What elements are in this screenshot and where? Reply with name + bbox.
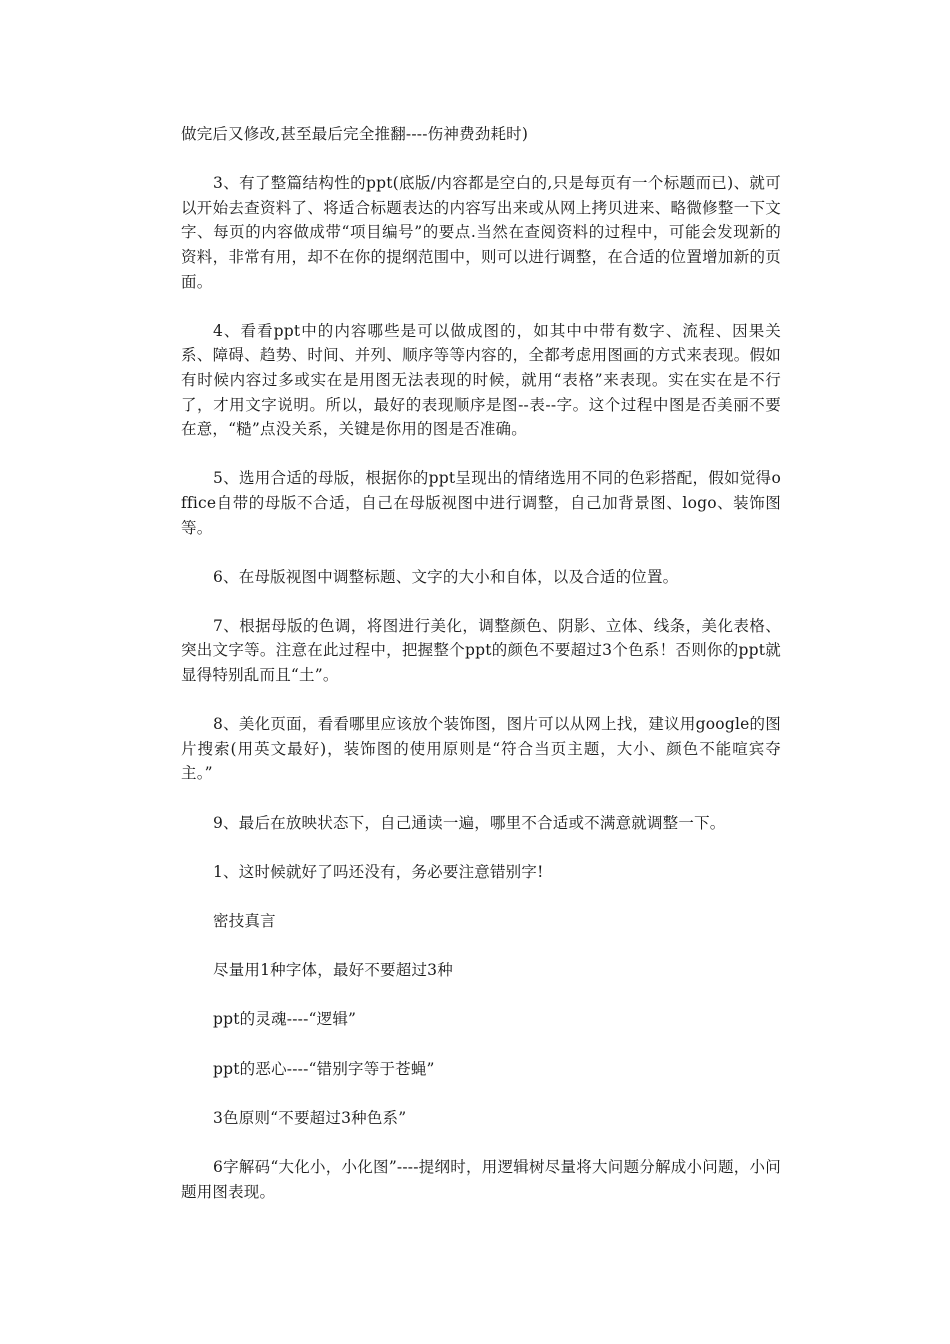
paragraph-step-5: 5、选用合适的母版，根据你的ppt呈现出的情绪选用不同的色彩搭配，假如觉得office自带的母版不合适，自己在母版视图中进行调整，自己加背景图、logo、装饰图等。: [181, 469, 781, 537]
tip-ppt-soul: ppt的灵魂----“逻辑”: [213, 1010, 357, 1029]
tip-font-count: 尽量用1种字体，最好不要超过3种: [213, 961, 453, 980]
tip-six-char-decode: 6字解码“大化小，小化图”----提纲时，用逻辑树尽量将大问题分解成小问题，小问题用图表现。: [181, 1157, 781, 1201]
paragraph-step-8: 8、美化页面，看看哪里应该放个装饰图，图片可以从网上找，建议用google的图片搜索(用英文最好)，装饰图的使用原则是“符合当页主题，大小、颜色不能喧宾夺主。”: [181, 715, 781, 783]
paragraph-step-9: 9、最后在放映状态下，自己通读一遍，哪里不合适或不满意就调整一下。: [213, 813, 726, 832]
tip-ppt-disgust: ppt的恶心----“错别字等于苍蝇”: [213, 1059, 435, 1078]
paragraph-typo-check: 1、这时候就好了吗还没有，务必要注意错别字!: [213, 862, 544, 881]
tip-three-colors: 3色原则“不要超过3种色系”: [213, 1108, 407, 1127]
document-body: [181, 122, 781, 1229]
paragraph-step-6: 6、在母版视图中调整标题、文字的大小和自体，以及合适的位置。: [213, 567, 679, 586]
section-heading-secret-tips: 密技真言: [213, 912, 276, 930]
paragraph-step-7: 7、根据母版的色调，将图进行美化，调整颜色、阴影、立体、线条，美化表格、突出文字等。注意在此过程中，把握整个ppt的颜色不要超过3个色系！否则你的ppt就显得特别乱而且“土”。: [181, 616, 781, 685]
paragraph-step-4: 4、看看ppt中的内容哪些是可以做成图的，如其中中带有数字、流程、因果关系、障碍、趋势、时间、并列、顺序等等内容的，全都考虑用图画的方式来表现。假如有时候内容过多或实在是用图无法表现的时候，就用“表格”来表现。实在实在是不行了，才用文字说明。所以，最好的表现顺序是图--表--字。这个过程中图是否美丽不要在意，“糙”点没关系，关键是你用的图是否准确。: [181, 321, 781, 439]
paragraph-step-3: 3、有了整篇结构性的ppt(底版/内容都是空白的,只是每页有一个标题而已)、就可以开始去查资料了、将适合标题表达的内容写出来或从网上拷贝进来、略微修整一下文字、每页的内容做成带“项目编号”的要点.当然在查阅资料的过程中，可能会发现新的资料，非常有用，却不在你的提纲范围中，则可以进行调整，在合适的位置增加新的页面。: [181, 174, 781, 291]
paragraph-continuation: 做完后又修改,甚至最后完全推翻----伤神费劲耗时): [181, 125, 529, 143]
